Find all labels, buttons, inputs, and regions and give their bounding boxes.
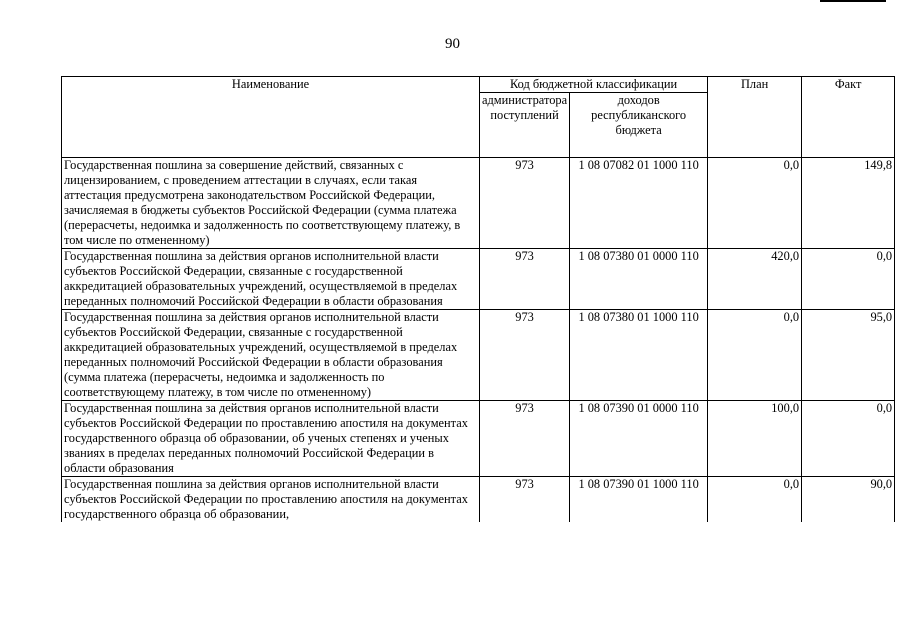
header-name: Наименование — [62, 77, 480, 158]
table-row — [62, 249, 895, 310]
row-plan: 100,0 — [708, 401, 802, 477]
row-admin-code: 973 — [480, 401, 570, 477]
row-fact: 0,0 — [802, 249, 895, 310]
row-fact: 149,8 — [802, 158, 895, 249]
row-budget-code: 1 08 07380 01 1000 110 — [570, 310, 708, 401]
budget-table — [61, 76, 895, 522]
header-fact: Факт — [802, 77, 895, 158]
table-row — [62, 477, 895, 523]
table-row — [62, 401, 895, 477]
header-code-group: Код бюджетной классификации — [480, 77, 708, 93]
row-budget-code: 1 08 07082 01 1000 110 — [570, 158, 708, 249]
row-admin-code: 973 — [480, 477, 570, 523]
row-fact: 90,0 — [802, 477, 895, 523]
row-budget-code: 1 08 07390 01 0000 110 — [570, 401, 708, 477]
row-budget-code: 1 08 07390 01 1000 110 — [570, 477, 708, 523]
row-plan: 420,0 — [708, 249, 802, 310]
row-plan: 0,0 — [708, 310, 802, 401]
row-plan: 0,0 — [708, 158, 802, 249]
row-admin-code: 973 — [480, 158, 570, 249]
row-admin-code: 973 — [480, 310, 570, 401]
page-number: 90 — [445, 36, 460, 52]
table-row — [62, 310, 895, 401]
row-name: Государственная пошлина за совершение действий, связанных с лицензированием, с проведением аттестации в случаях, если такая аттестация предусмотрена законодательством Российской Федерации, зачисляемая в бюджеты субъектов Российской Федерации (сумма платежа (перерасчеты, недоимка и задолженность по соответствующему платежу, в том числе по отмененному) — [62, 158, 480, 249]
row-plan: 0,0 — [708, 477, 802, 523]
row-fact: 95,0 — [802, 310, 895, 401]
row-name: Государственная пошлина за действия органов исполнительной власти субъектов Российской Федерации по проставлению апостиля на документах государственного образца об образовании, об ученых степенях и ученых званиях в пределах переданных полномочий Российской Федерации в области образования — [62, 401, 480, 477]
header-revenue: доходов республиканского бюджета — [570, 93, 708, 158]
row-name: Государственная пошлина за действия органов исполнительной власти субъектов Российской Федерации по проставлению апостиля на документах государственного образца об образовании, — [62, 477, 480, 523]
row-name: Государственная пошлина за действия органов исполнительной власти субъектов Российской Федерации, связанные с государственной аккредитацией образовательных учреждений, осуществляемой в пределах переданных полномочий Российской Федерации в области образования (сумма платежа (перерасчеты, недоимка и задолженность по соответствующему платежу, в том числе по отмененному) — [62, 310, 480, 401]
top-rule — [820, 0, 886, 2]
row-budget-code: 1 08 07380 01 0000 110 — [570, 249, 708, 310]
table-row — [62, 158, 895, 249]
row-fact: 0,0 — [802, 401, 895, 477]
header-plan: План — [708, 77, 802, 158]
row-admin-code: 973 — [480, 249, 570, 310]
header-admin: администратора поступлений — [480, 93, 570, 158]
row-name: Государственная пошлина за действия органов исполнительной власти субъектов Российской Федерации, связанные с государственной аккредитацией образовательных учреждений, осуществляемой в пределах переданных полномочий Российской Федерации в области образования — [62, 249, 480, 310]
